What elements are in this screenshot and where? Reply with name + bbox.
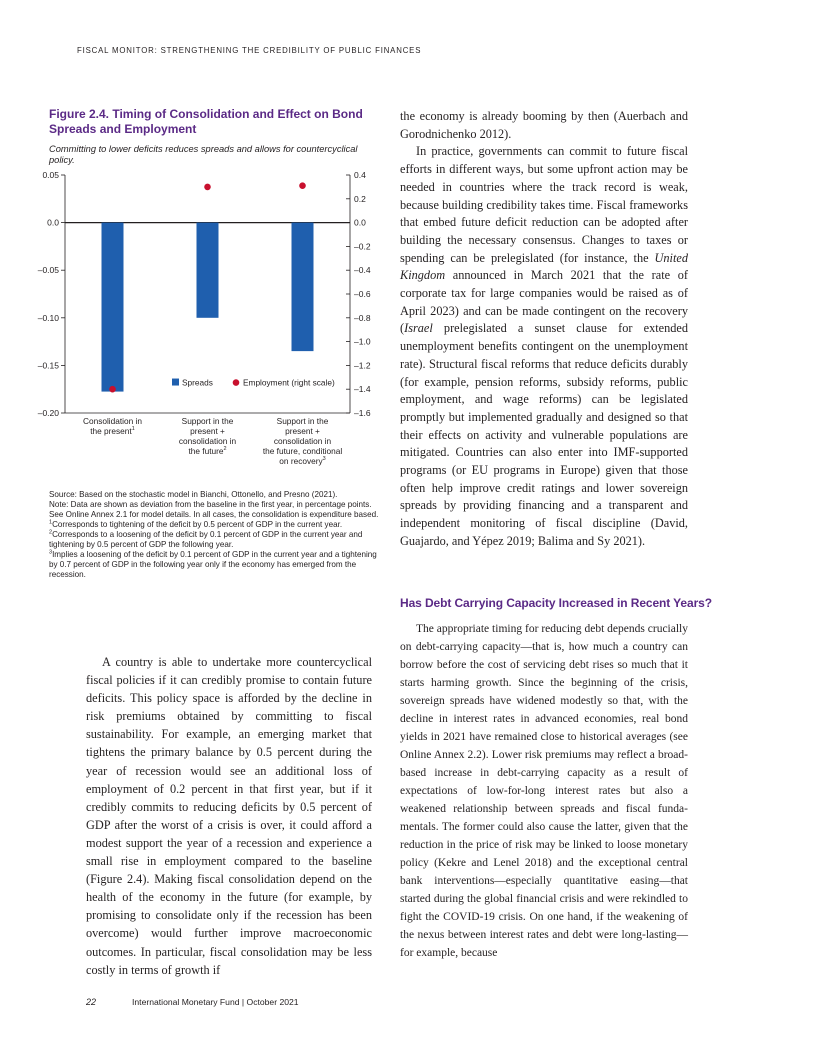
category-label-line: the future, conditional — [262, 446, 343, 456]
right-tick-label: –1.2 — [354, 360, 371, 371]
employment-dot — [109, 386, 116, 393]
section-heading: Has Debt Carrying Capacity Increased in Recent Years? — [400, 596, 712, 610]
category-label-line: Consolidation in — [82, 416, 143, 426]
category-label — [279, 456, 325, 466]
country-uk: United Kingdom — [400, 250, 688, 283]
right-tick-label: 0.2 — [354, 193, 366, 204]
left-tick-label: 0.0 — [47, 217, 59, 228]
right-tick-label: 0.4 — [354, 170, 366, 180]
category-label-line: present + — [285, 426, 320, 436]
body-right-paragraph-2 — [400, 143, 688, 550]
section-paragraph: The appropriate timing for reducing debt depends crucially on debt-carrying capacity—that is, how much a country can borrow before the cost of servicing debt rises so much that it starts harming growth. Since the beginning of the crisis, sovereign spreads have widened modestly so that, with the decline in interest rates in advanced economies, real bond yields in 2021 have remained close to historical averages (see Online Annex 2.2). Lower risk premiums may reflect a broad-based increase in debt-carrying capacity as a result of expectations of low-for-long interest rates but also a weakened relationship between spreads and fiscal fundamentals. The former could also cause the latter, given that the reduction in the price of risk may be linked to loose monetary policy (Kekre and Lenel 2018) and the exceptional central bank interventions—especially quantitative easing—that started during the global financial crisis and were rekindled to fight the COVID-19 crisis. On one hand, if the weakening of the nexus between interest rates and debt were long-lasting—for example, because — [400, 623, 688, 959]
figure-notes — [49, 490, 381, 580]
page-footer — [86, 997, 299, 1007]
p2-part-c: prelegislated a sunset clause for extended unemployment benefits contingent on the unemployment rate). Structural fiscal reforms that reduce deficits durably (for example, pension reforms, subsidy reforms, public employment, and wage reforms) can be legislated promptly but implemented gradually and designed so that their effects on activity and vulnerable populations are mitigated. Countries can also enter into IMF-supported programs (or EU programs in Europe) given that those often help improve credit ratings and lower sovereign spreads by providing financing and a transparent and independent monitoring of fiscal discipline (David, Guajardo, and Yépez 2019; Balima and Sy 2021). — [400, 321, 688, 548]
category-label — [274, 436, 332, 446]
footnote-1-text: Corresponds to tightening of the deficit by 0.5 percent of GDP in the current year. — [52, 520, 343, 529]
left-tick-label: –0.20 — [37, 408, 59, 418]
p2-part-a: In practice, governments can commit to future fiscal efforts in different ways, but some upfront action may be needed in countries where the track record is weak, because building credibility takes time. Fiscal frameworks that embed future deficit reduction can be adopted after building the necessary consensus. Changes to taxes or spending can be prelegislated (for instance, the — [400, 144, 688, 265]
right-tick-label: –0.4 — [354, 265, 371, 276]
footnote-2 — [49, 530, 381, 550]
category-label — [90, 426, 135, 436]
spreads-bar — [102, 223, 124, 392]
spreads-bar — [197, 223, 219, 318]
category-label-line: the present — [90, 426, 132, 436]
figure-note: Note: Data are shown as deviation from the baseline in the first year, in percentage points. See Online Annex 2.1 for model details. In all cases, the consolidation is expenditure based. — [49, 500, 379, 519]
figure-title: Figure 2.4. Timing of Consolidation and Effect on Bond Spreads and Employment — [49, 107, 363, 136]
left-tick-label: –0.05 — [37, 265, 59, 276]
footnote-2-mark: 2 — [49, 529, 53, 536]
category-label — [263, 446, 342, 456]
left-tick-label: –0.15 — [37, 360, 59, 371]
publisher-line: International Monetary Fund | October 2021 — [132, 997, 299, 1007]
right-tick-label: 0.0 — [354, 217, 366, 228]
figure-subtitle: Committing to lower deficits reduces spreads and allows for countercyclical policy. — [49, 144, 358, 165]
footnote-1-mark: 1 — [49, 519, 53, 526]
body-left-paragraph: A country is able to undertake more countercyclical fiscal policies if it can credibly promise to contain future deficits. This policy space is afforded by the decline in risk premiums obtained by committing to fiscal sustainability. For example, an emerging market that tightens the primary balance by 0.5 percent during the year of recession would see an additional loss of employment of 0.2 percent in that first year, but if it credibly commits to reducing deficits by 0.5 percent of GDP after the worst of a crisis is over, it could afford a modest support the year of a recession and experience a small rise in employment compared to the baseline (Figure 2.4). Making fiscal consolidation depend on the health of the economy in the future (for example, by promising to consolidate only if the recession has been overcome) would further improve macroeconomic outcomes. In particular, fiscal consolidation may be less costly in terms of growth if — [86, 655, 372, 977]
legend-label-spreads: Spreads — [182, 377, 213, 388]
footnote-3-text: Implies a loosening of the deficit by 0.1 percent of GDP in the current year and a tightening by 0.7 percent of GDP in the following year only if the economy has emerged from the recession. — [49, 550, 377, 579]
body-left-column — [86, 653, 372, 979]
right-tick-label: –0.2 — [354, 241, 371, 252]
running-head: FISCAL MONITOR: STRENGTHENING THE CREDIBILITY OF PUBLIC FINANCES — [77, 45, 422, 55]
category-label — [188, 446, 226, 456]
right-tick-label: –1.6 — [354, 408, 371, 418]
category-footnote-mark: 2 — [223, 446, 227, 452]
legend-swatch-employment — [233, 379, 240, 386]
body-right-top — [400, 108, 688, 551]
category-label-line: on recovery — [279, 456, 323, 466]
category-label-line: present + — [190, 426, 225, 436]
figure-chart — [30, 165, 380, 485]
legend-swatch-spreads — [172, 379, 179, 386]
category-label — [190, 426, 225, 436]
page-number: 22 — [86, 997, 97, 1007]
category-footnote-mark: 3 — [322, 456, 326, 462]
footnote-3 — [49, 550, 381, 580]
right-tick-label: –1.0 — [354, 336, 371, 347]
country-israel: Israel — [404, 321, 433, 336]
body-right-paragraph-1: the economy is already booming by then (Auerbach and Gorodnichenko 2012). — [400, 109, 688, 141]
category-footnote-mark: 1 — [131, 426, 135, 432]
category-label-line: the future — [188, 446, 224, 456]
footnote-2-text: Corresponds to a loosening of the deficit by 0.1 percent of GDP in the current year and tightening by 0.5 percent of GDP the following year. — [49, 530, 363, 549]
right-tick-label: –0.8 — [354, 312, 371, 323]
footnote-3-mark: 3 — [49, 549, 53, 556]
category-label-line: Support in the — [276, 416, 329, 426]
right-tick-label: –0.6 — [354, 289, 371, 299]
employment-dot — [299, 182, 306, 189]
left-tick-label: –0.10 — [37, 312, 59, 323]
spreads-bar — [292, 223, 314, 352]
left-tick-label: 0.05 — [42, 170, 59, 180]
category-label — [83, 416, 142, 426]
legend-label-employment: Employment (right scale) — [243, 377, 335, 388]
figure-source: Source: Based on the stochastic model in Bianchi, Ottonello, and Presno (2021). — [49, 490, 338, 499]
category-label-line: Support in the — [181, 416, 234, 426]
section-body — [400, 620, 688, 962]
category-label — [277, 416, 329, 426]
category-label-line: consolidation in — [273, 436, 332, 446]
employment-dot — [204, 184, 211, 191]
category-label — [182, 416, 234, 426]
category-label — [285, 426, 320, 436]
category-label-line: consolidation in — [178, 436, 237, 446]
footnote-1 — [49, 520, 381, 530]
p2-part-b: announced in March 2021 that the rate of corporate tax for large companies would be raised as of April 2023) and can be made contingent on the recovery ( — [400, 268, 688, 336]
right-tick-label: –1.4 — [354, 384, 371, 395]
category-label — [179, 436, 237, 446]
